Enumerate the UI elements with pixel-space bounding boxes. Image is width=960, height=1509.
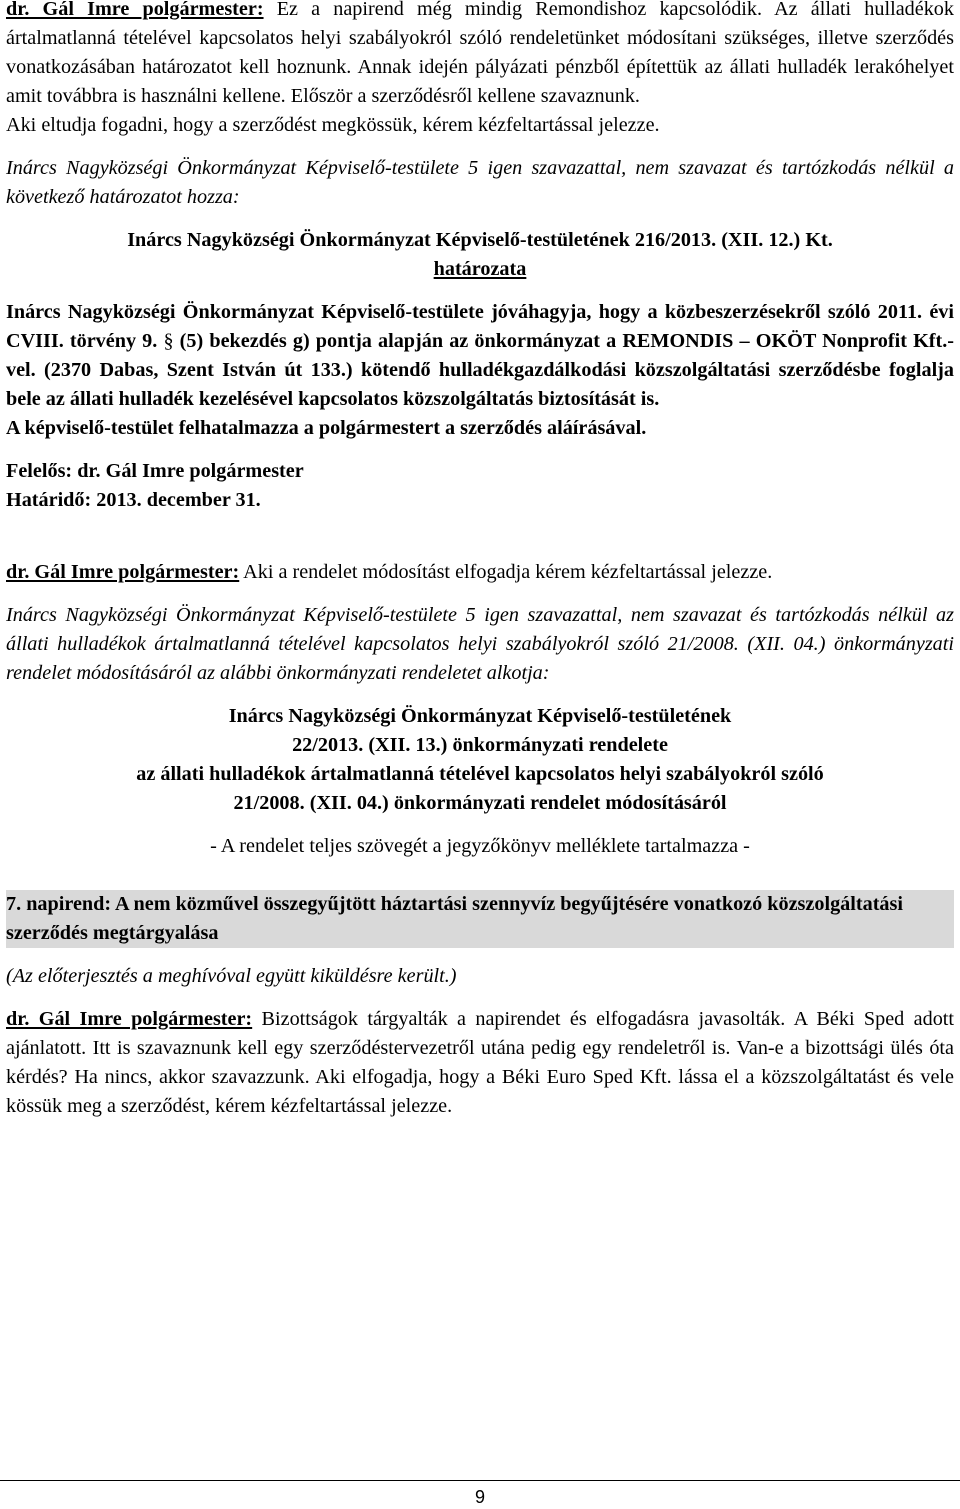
resolution-subtitle: határozata (433, 258, 527, 280)
agenda-note: (Az előterjesztés a meghívóval együtt kiküldésre került.) (6, 965, 457, 987)
page-number: 9 (474, 1487, 485, 1507)
document-page (6, 0, 954, 1121)
speech-text: Bizottságok tárgyalták a napirendet és elfogadásra javasolták. A Béki Sped adott ajánlatott. Itt is szavaznunk kell egy szerződéstervezetről utána pedig egy rendeletről is. Van-e a bizottsági ülés óta kérdés? Ha nincs, akkor szavazzunk. Aki elfogadja, hogy a Béki Euro Sped Kft. lássa el a közszolgáltatást és vele kössük meg a szerződést, kérem kézfeltartással jelezze. (6, 1008, 955, 1117)
speaker-label: dr. Gál Imre polgármester: (6, 561, 240, 583)
decree-line-3: az állati hulladékok ártalmatlanná tételével kapcsolatos helyi szabályokról szóló (136, 763, 824, 785)
section-sign: § (163, 330, 174, 352)
resolution-body-part-a: Inárcs Nagyközségi Önkormányzat Képviselő-testülete jóváhagyja, hogy a közbeszerzésekről szóló 2011. évi CVIII. törvény 9. (6, 301, 954, 352)
decree-line-2: 22/2013. (XII. 13.) önkormányzati rendelete (292, 734, 668, 756)
decree-note: - A rendelet teljes szövegét a jegyzőkönyv melléklete tartalmazza - (210, 835, 750, 857)
speaker-label: dr. Gál Imre polgármester: (6, 1008, 253, 1030)
footer-divider (0, 1480, 960, 1481)
resolution-responsible: Felelős: dr. Gál Imre polgármester (6, 460, 304, 482)
resolution-subtitle-line (6, 255, 954, 284)
paragraph-mayor-agenda7 (6, 1005, 954, 1121)
paragraph-mayor-decree (6, 558, 954, 587)
decree-line-1: Inárcs Nagyközségi Önkormányzat Képviselő-testületének (228, 705, 732, 727)
vote-result-2: Inárcs Nagyközségi Önkormányzat Képviselő-testülete 5 igen szavazattal, nem szavazat és tartózkodás nélkül az állati hulladékok ártalmatlanná tételével kapcsolatos helyi szabályokról szóló 21/2008. (XII. 04.) önkormányzati rendelet módosításáról az alábbi önkormányzati rendeletet alkotja: (6, 604, 954, 684)
resolution-authorization: A képviselő-testület felhatalmazza a polgármestert a szerződés aláírásával. (6, 417, 647, 439)
resolution-body-part-b: (5) bekezdés g) pontja alapján az önkormányzat a REMONDIS – OKÖT Nonprofit Kft.-vel. (2370 Dabas, Szent István út 133.) kötendő hulladékgazdálkodási közszolgáltatási szerződésbe foglalja bele az állati hulladék kezelésével kapcsolatos közszolgáltatás biztosítását is. (6, 330, 954, 410)
decree-line-4: 21/2008. (XII. 04.) önkormányzati rendelet módosításáról (233, 792, 727, 814)
paragraph-vote-request (6, 111, 954, 140)
speech-text: Aki a rendelet módosítást elfogadja kérem kézfeltartással jelezze. (239, 561, 773, 583)
agenda-prefix: 7. napirend: (6, 893, 112, 915)
speaker-label: dr. Gál Imre polgármester: (6, 0, 264, 20)
speech-text: Ez a napirend még mindig Remondishoz kapcsolódik. Az állati hulladékok ártalmatlanná tételével kapcsolatos helyi szabályokról szóló rendeletünket módosítani szükséges, illetve szerződés vonatkozásában határozatot kell hoznunk. Annak idején pályázati pénzből építettük az állati hulladék lerakóhelyet amit továbbra is használni kellene. Először a szerződésről kellene szavaznunk. (6, 0, 954, 107)
resolution-body (6, 298, 954, 414)
resolution-title: Inárcs Nagyközségi Önkormányzat Képviselő-testületének 216/2013. (XII. 12.) Kt. (127, 229, 833, 251)
agenda-item-7 (6, 890, 954, 948)
resolution-deadline: Határidő: 2013. december 31. (6, 489, 261, 511)
agenda-title: A nem közművel összegyűjtött háztartási szennyvíz begyűjtésére vonatkozó közszolgáltatási szerződés megtárgyalása (6, 893, 903, 944)
paragraph-mayor-intro (6, 0, 954, 111)
vote-result-1: Inárcs Nagyközségi Önkormányzat Képviselő-testülete 5 igen szavazattal, nem szavazat és tartózkodás nélkül a következő határozatot hozza: (6, 157, 954, 208)
vote-request-text: Aki eltudja fogadni, hogy a szerződést megkössük, kérem kézfeltartással jelezze. (6, 114, 660, 136)
